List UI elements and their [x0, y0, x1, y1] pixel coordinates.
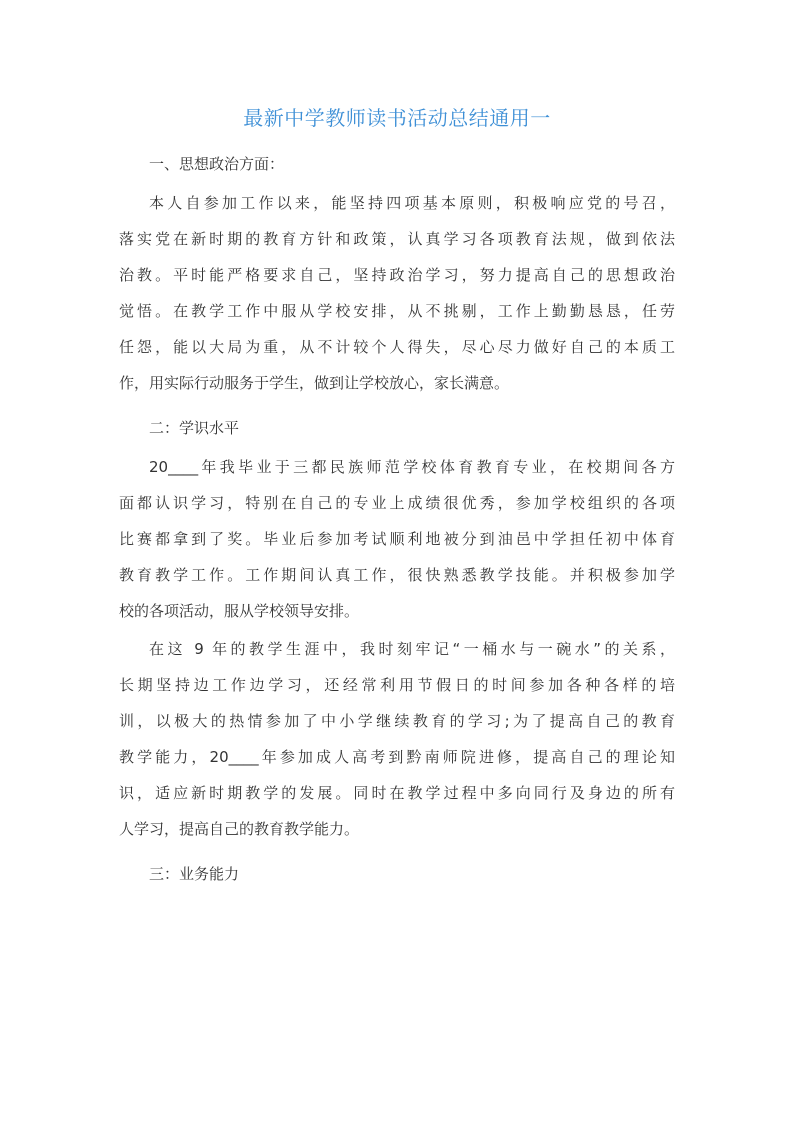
- text-line: 比赛都拿到了奖。毕业后参加考试顺利地被分到油邑中学担任初中体育: [119, 530, 675, 548]
- text-line: 识，适应新时期教学的发展。同时在教学过程中多向同行及身边的所有: [119, 784, 675, 802]
- text-line: 觉悟。在教学工作中服从学校安排，从不挑剔，工作上勤勤恳恳，任劳: [119, 302, 675, 320]
- section-heading: 三：业务能力: [149, 865, 240, 883]
- text-line: 任怨，能以大局为重，从不计较个人得失，尽心尽力做好自己的本质工: [119, 338, 675, 356]
- text-line: 训，以极大的热情参加了中小学继续教育的学习;为了提高自己的教育: [119, 712, 675, 730]
- text-line: 面都认识学习，特别在自己的专业上成绩很优秀，参加学校组织的各项: [119, 494, 675, 512]
- paragraph: [119, 449, 675, 629]
- text-line: 本人自参加工作以来，能坚持四项基本原则，积极响应党的号召，: [149, 194, 675, 212]
- text-line: 治教。平时能严格要求自己，坚持政治学习，努力提高自己的思想政治: [119, 266, 675, 284]
- text-line: 20____年我毕业于三都民族师范学校体育教育专业，在校期间各方: [149, 458, 675, 476]
- text-line: 在这 9 年的教学生涯中，我时刻牢记“一桶水与一碗水”的关系，: [149, 640, 675, 658]
- text-line: 长期坚持边工作边学习，还经常利用节假日的时间参加各种各样的培: [119, 676, 675, 694]
- section-heading: 一、思想政治方面：: [149, 155, 285, 173]
- document-body: [119, 145, 675, 893]
- section-heading: 二：学识水平: [149, 419, 240, 437]
- paragraph: [119, 185, 675, 401]
- text-line: 作，用实际行动服务于学生，做到让学校放心，家长满意。: [119, 374, 510, 392]
- text-line: 教育教学工作。工作期间认真工作，很快熟悉教学技能。并积极参加学: [119, 566, 675, 584]
- text-line: 落实党在新时期的教育方针和政策，认真学习各项教育法规，做到依法: [119, 230, 675, 248]
- text-line: 教学能力，20____年参加成人高考到黔南师院进修，提高自己的理论知: [119, 748, 675, 766]
- text-line: 人学习，提高自己的教育教学能力。: [119, 820, 360, 838]
- paragraph: [119, 631, 675, 847]
- document-title: 最新中学教师读书活动总结通用一: [243, 106, 551, 130]
- text-line: 校的各项活动，服从学校领导安排。: [119, 602, 360, 620]
